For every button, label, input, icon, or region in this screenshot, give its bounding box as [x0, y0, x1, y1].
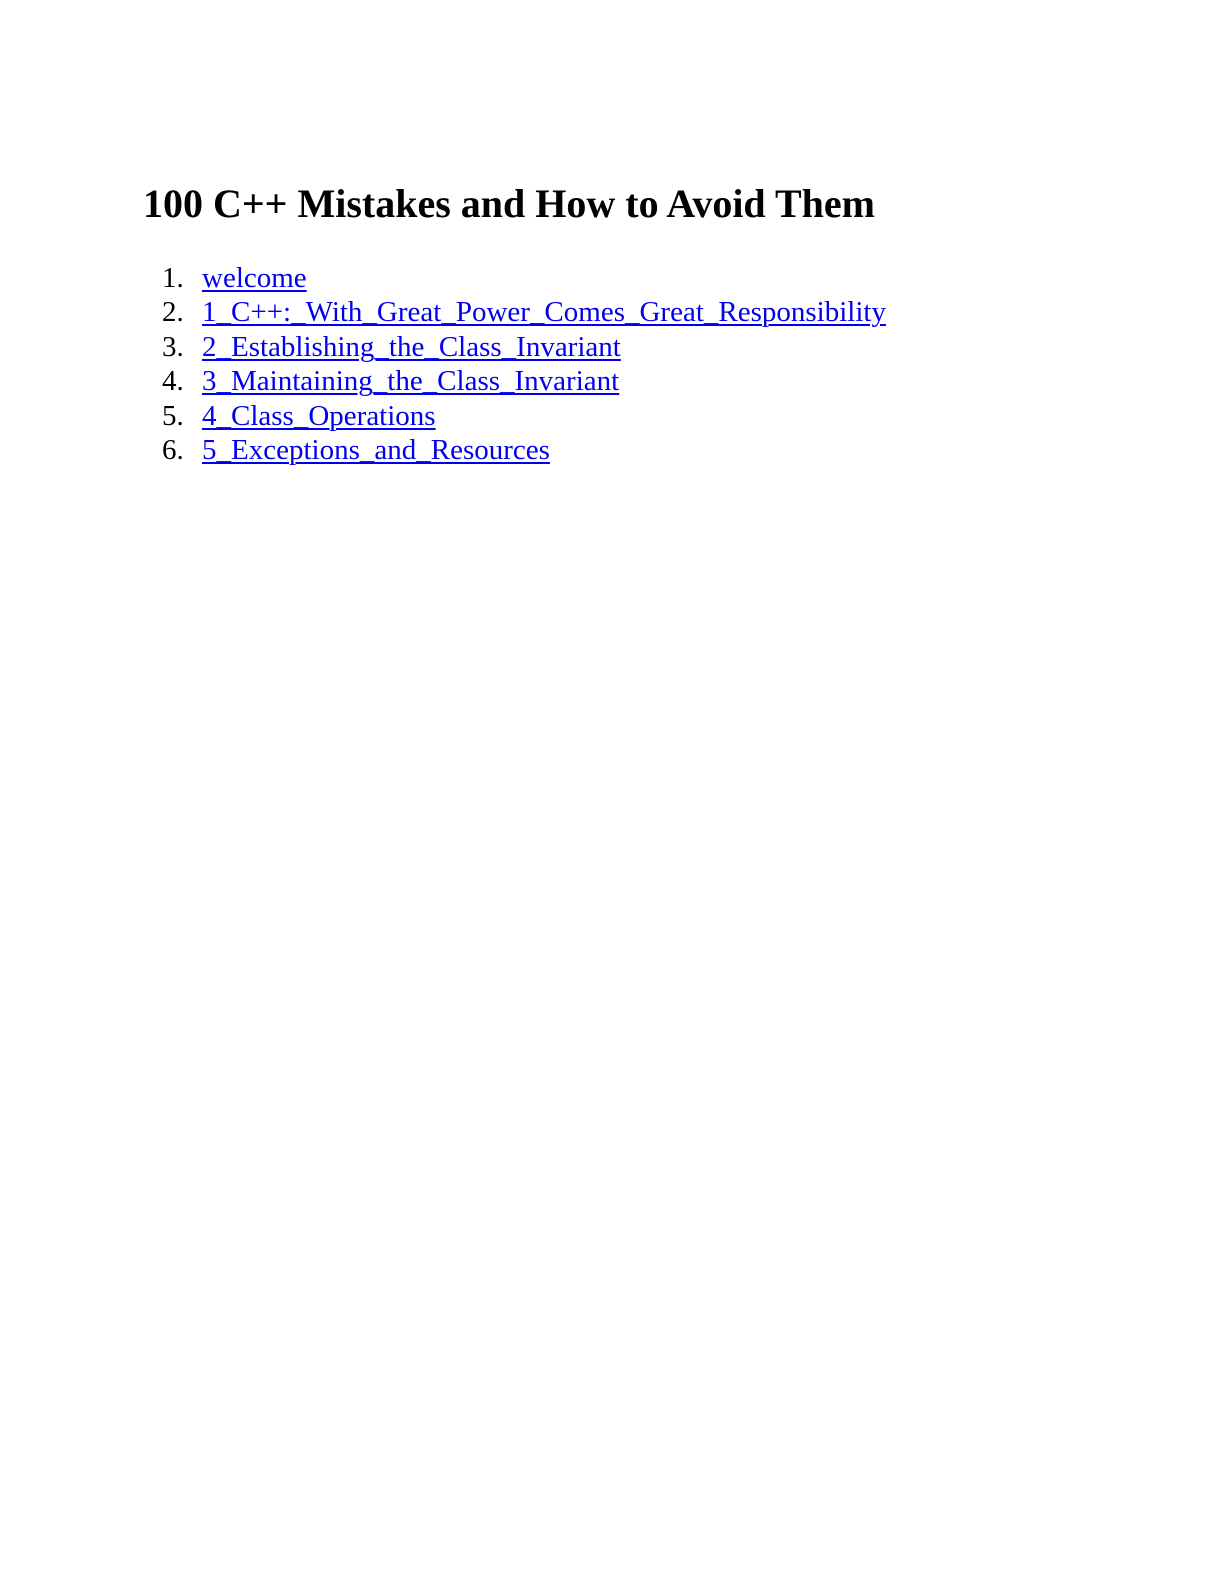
toc-item-chapter-5: [162, 433, 886, 467]
toc-item-number: 5.: [162, 399, 184, 432]
toc-item-chapter-4: [162, 399, 886, 433]
table-of-contents: [162, 261, 886, 467]
toc-link-chapter-2[interactable]: 2_Establishing_the_Class_Invariant: [202, 330, 621, 363]
toc-item-chapter-3: [162, 364, 886, 398]
toc-item-number: 2.: [162, 296, 184, 329]
toc-item-welcome: [162, 261, 886, 295]
page-title: 100 C++ Mistakes and How to Avoid Them: [143, 181, 875, 226]
toc-item-chapter-1: [162, 295, 886, 329]
toc-item-number: 1.: [162, 262, 184, 294]
toc-link-chapter-5[interactable]: 5_Exceptions_and_Resources: [202, 433, 550, 466]
toc-link-chapter-3[interactable]: 3_Maintaining_the_Class_Invariant: [202, 365, 620, 398]
toc-link-chapter-4[interactable]: 4_Class_Operations: [202, 399, 436, 432]
toc-item-number: 4.: [162, 365, 184, 398]
toc-item-number: 6.: [162, 433, 184, 466]
toc-item-number: 3.: [162, 330, 184, 363]
toc-item-chapter-2: [162, 330, 886, 364]
toc-link-chapter-1[interactable]: 1_C++:_With_Great_Power_Comes_Great_Responsibility: [202, 296, 886, 329]
document-page: [143, 178, 1143, 466]
toc-link-welcome[interactable]: welcome: [202, 262, 307, 294]
